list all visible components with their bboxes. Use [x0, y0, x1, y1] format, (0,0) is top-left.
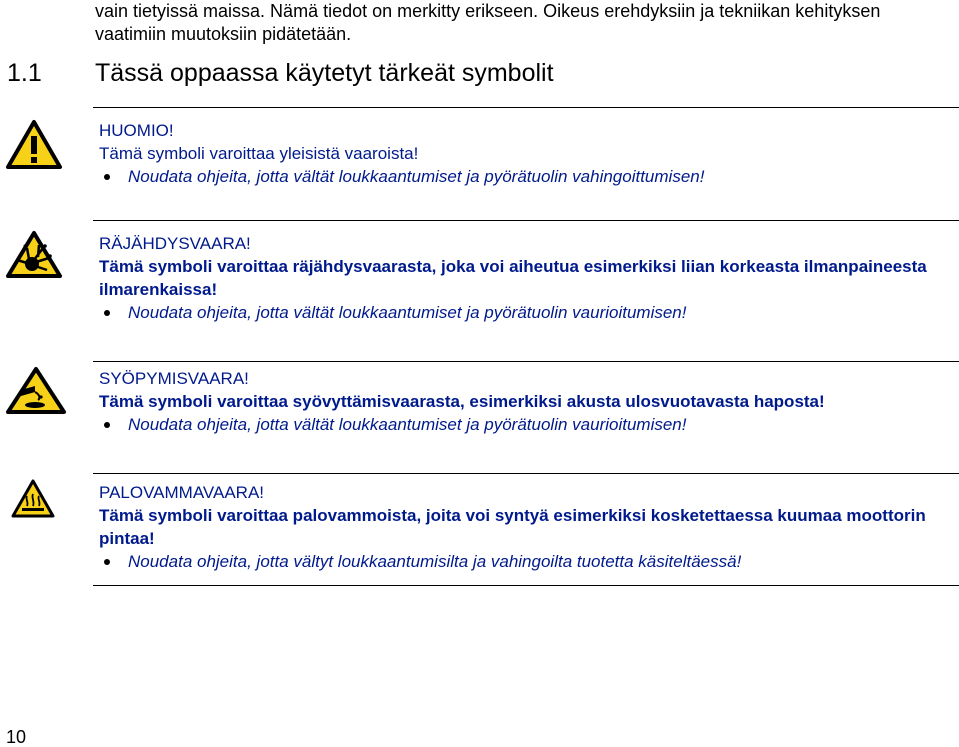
bullet-dot-icon	[104, 174, 110, 180]
symbol-heading: RÄJÄHDYSVAARA!	[99, 234, 251, 253]
bullet-text: Noudata ohjeita, jotta vältyt loukkaantumisilta ja vahingoilta tuotetta käsiteltäessä!	[128, 552, 742, 571]
divider-line	[93, 107, 959, 108]
intro-line-2: vaatimiin muutoksiin pidätetään.	[95, 24, 352, 44]
symbol-description: Tämä symboli varoittaa syövyttämisvaarasta, esimerkiksi akusta ulosvuotavasta haposta!	[99, 392, 825, 411]
page-number: 10	[6, 727, 27, 747]
bullet-text: Noudata ohjeita, jotta vältät loukkaantumiset ja pyörätuolin vaurioitumisen!	[128, 415, 687, 434]
explosion-warning-icon	[5, 230, 63, 285]
bullet-dot-icon	[104, 310, 110, 316]
bullet-dot-icon	[104, 422, 110, 428]
divider-line	[93, 361, 959, 362]
bullet-item	[99, 550, 954, 573]
bullet-dot-icon	[104, 559, 110, 565]
intro-line-1: vain tietyissä maissa. Nämä tiedot on merkitty erikseen. Oikeus erehdyksiin ja tekniikan kehityksen	[95, 1, 881, 21]
divider-line	[93, 473, 959, 474]
bullet-item	[99, 413, 954, 436]
symbol-heading: SYÖPYMISVAARA!	[99, 369, 249, 388]
symbol-description: Tämä symboli varoittaa palovammoista, joita voi syntyä esimerkiksi kosketettaessa kuumaa moottorin pintaa!	[99, 506, 926, 548]
symbol-description: Tämä symboli varoittaa räjähdysvaarasta, joka voi aiheutua esimerkiksi liian korkeasta ilmanpaineesta ilmarenkaissa!	[99, 257, 927, 299]
divider-line	[93, 585, 959, 586]
intro-paragraph	[95, 0, 955, 46]
bullet-item	[99, 301, 954, 324]
section-title: Tässä oppaassa käytetyt tärkeät symbolit	[95, 59, 554, 87]
corrosion-warning-icon	[5, 366, 67, 421]
symbol-heading: PALOVAMMAVAARA!	[99, 483, 265, 502]
bullet-text: Noudata ohjeita, jotta vältät loukkaantumiset ja pyörätuolin vaurioitumisen!	[128, 303, 687, 322]
bullet-text: Noudata ohjeita, jotta vältät loukkaantumiset ja pyörätuolin vahingoittumisen!	[128, 167, 705, 186]
symbol-heading: HUOMIO!	[99, 121, 174, 140]
hot-surface-warning-icon	[10, 478, 56, 525]
section-number: 1.1	[7, 59, 42, 87]
bullet-item	[99, 165, 954, 188]
warning-exclamation-icon	[5, 119, 63, 176]
divider-line	[93, 220, 959, 221]
symbol-description: Tämä symboli varoittaa yleisistä vaaroista!	[99, 144, 419, 163]
